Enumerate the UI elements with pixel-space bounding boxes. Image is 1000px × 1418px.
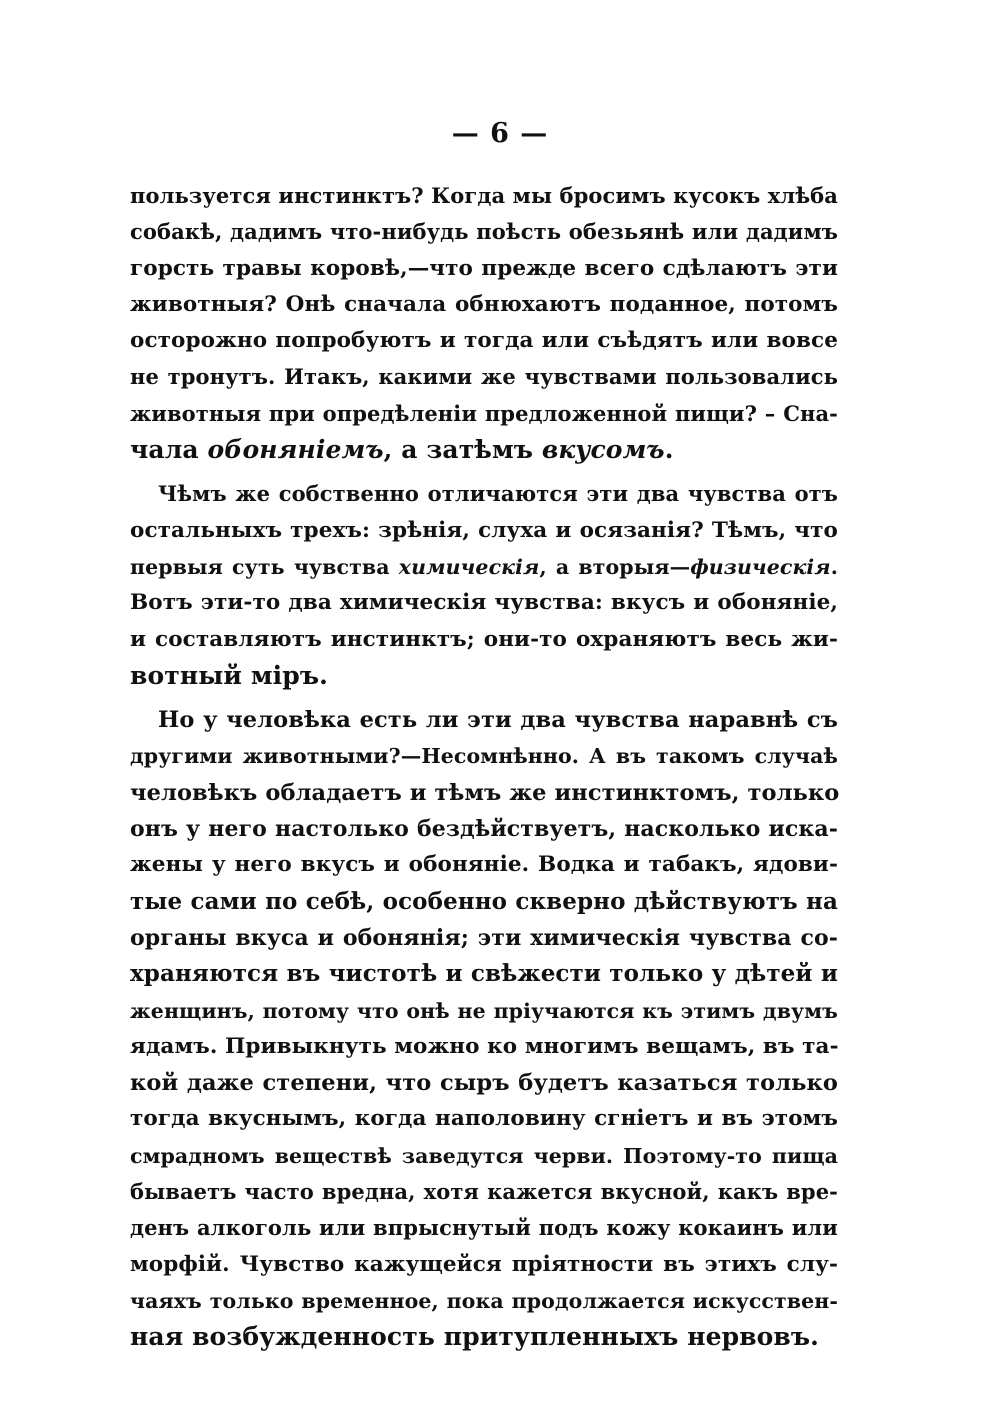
text-line: онъ у него настолько бездѣйствуетъ, насколько иска-: [130, 816, 838, 843]
text-line: остальныхъ трехъ: зрѣнія, слуха и осязанія? Тѣмъ, что: [130, 517, 838, 543]
italic-term: вкусомъ: [541, 435, 665, 465]
text-run: .: [830, 554, 838, 579]
text-line: пользуется инстинктъ? Когда мы бросимъ кусокъ хлѣба: [130, 183, 838, 208]
italic-term: обоняніемъ: [207, 435, 384, 465]
text-line: ядамъ. Привыкнуть можно ко многимъ вещамъ, въ та-: [130, 1033, 839, 1059]
italic-term: физическія: [690, 554, 831, 579]
text-line: Чѣмъ же собственно отличаются эти два чувства отъ: [158, 481, 838, 507]
text-line: денъ алкоголь или впрыснутый подъ кожу кокаинъ или: [130, 1215, 838, 1241]
text-line: бываетъ часто вредна, хотя кажется вкусной, какъ вре-: [130, 1179, 838, 1205]
text-line: органы вкуса и обонянія; эти химическія чувства со-: [130, 924, 838, 951]
text-run: , а затѣмъ: [383, 435, 542, 465]
text-run: .: [664, 435, 674, 465]
text-line: осторожно попробуютъ и тогда или съѣдятъ или вовсе: [130, 328, 838, 354]
paragraph-3: [130, 702, 838, 1355]
text-line: кой даже степени, что сыръ будетъ казаться только: [130, 1070, 838, 1097]
text-line: храняются въ чистотѣ и свѣжести только у дѣтей и: [130, 960, 838, 988]
text-line: чаяхъ только временное, пока продолжается искусствен-: [130, 1288, 838, 1313]
text-line: животныя? Онѣ сначала обнюхаютъ поданное, потомъ: [130, 291, 838, 317]
paragraph-1: [130, 178, 838, 468]
text-line: горсть травы коровѣ,—что прежде всего сдѣлаютъ эти: [130, 255, 838, 281]
text-line: смрадномъ веществѣ заведутся черви. Поэтому-то пища: [130, 1143, 838, 1168]
text-line: животныя при опредѣленіи предложенной пищи? – Сна-: [130, 400, 838, 426]
text-line: ная возбужденность притупленныхъ нервовъ.: [130, 1322, 819, 1352]
page-number: — 6 —: [451, 118, 549, 149]
italic-term: химическія: [398, 554, 540, 579]
paragraph-2: [130, 476, 838, 694]
text-line: [130, 549, 838, 585]
text-line: Но у человѣка есть ли эти два чувства наравнѣ съ: [158, 707, 838, 734]
text-run: первыя суть чувства: [130, 554, 399, 579]
text-line: Вотъ эти-то два химическія чувства: вкусъ и обоняніе,: [130, 590, 838, 616]
text-line: и составляютъ инстинктъ; они-то охраняютъ весь жи-: [130, 626, 838, 652]
text-line: тогда вкуснымъ, когда наполовину сгніетъ и въ этомъ: [130, 1106, 838, 1132]
text-line: человѣкъ обладаетъ и тѣмъ же инстинктомъ, только: [130, 779, 840, 806]
text-line: не тронутъ. Итакъ, какими же чувствами пользовались: [130, 364, 838, 390]
body-text: [130, 178, 838, 1356]
text-run: чала: [130, 435, 208, 465]
text-run: , а вторыя—: [539, 554, 691, 579]
text-line: морфій. Чувство кажущейся пріятности въ этихъ слу-: [130, 1251, 838, 1277]
text-line: другими животными?—Несомнѣнно. А въ такомъ случаѣ: [130, 744, 838, 769]
text-line: вотный міръ.: [130, 660, 328, 690]
text-line: жены у него вкусъ и обоняніе. Водка и табакъ, ядови-: [130, 852, 838, 878]
text-line: тые сами по себѣ, особенно скверно дѣйствуютъ на: [130, 887, 838, 915]
text-line: [130, 432, 838, 468]
text-line: собакѣ, дадимъ что-нибудь поѣсть обезьянѣ или дадимъ: [130, 219, 838, 245]
text-line: женщинъ, потому что онѣ не пріучаются къ этимъ двумъ: [130, 998, 838, 1023]
